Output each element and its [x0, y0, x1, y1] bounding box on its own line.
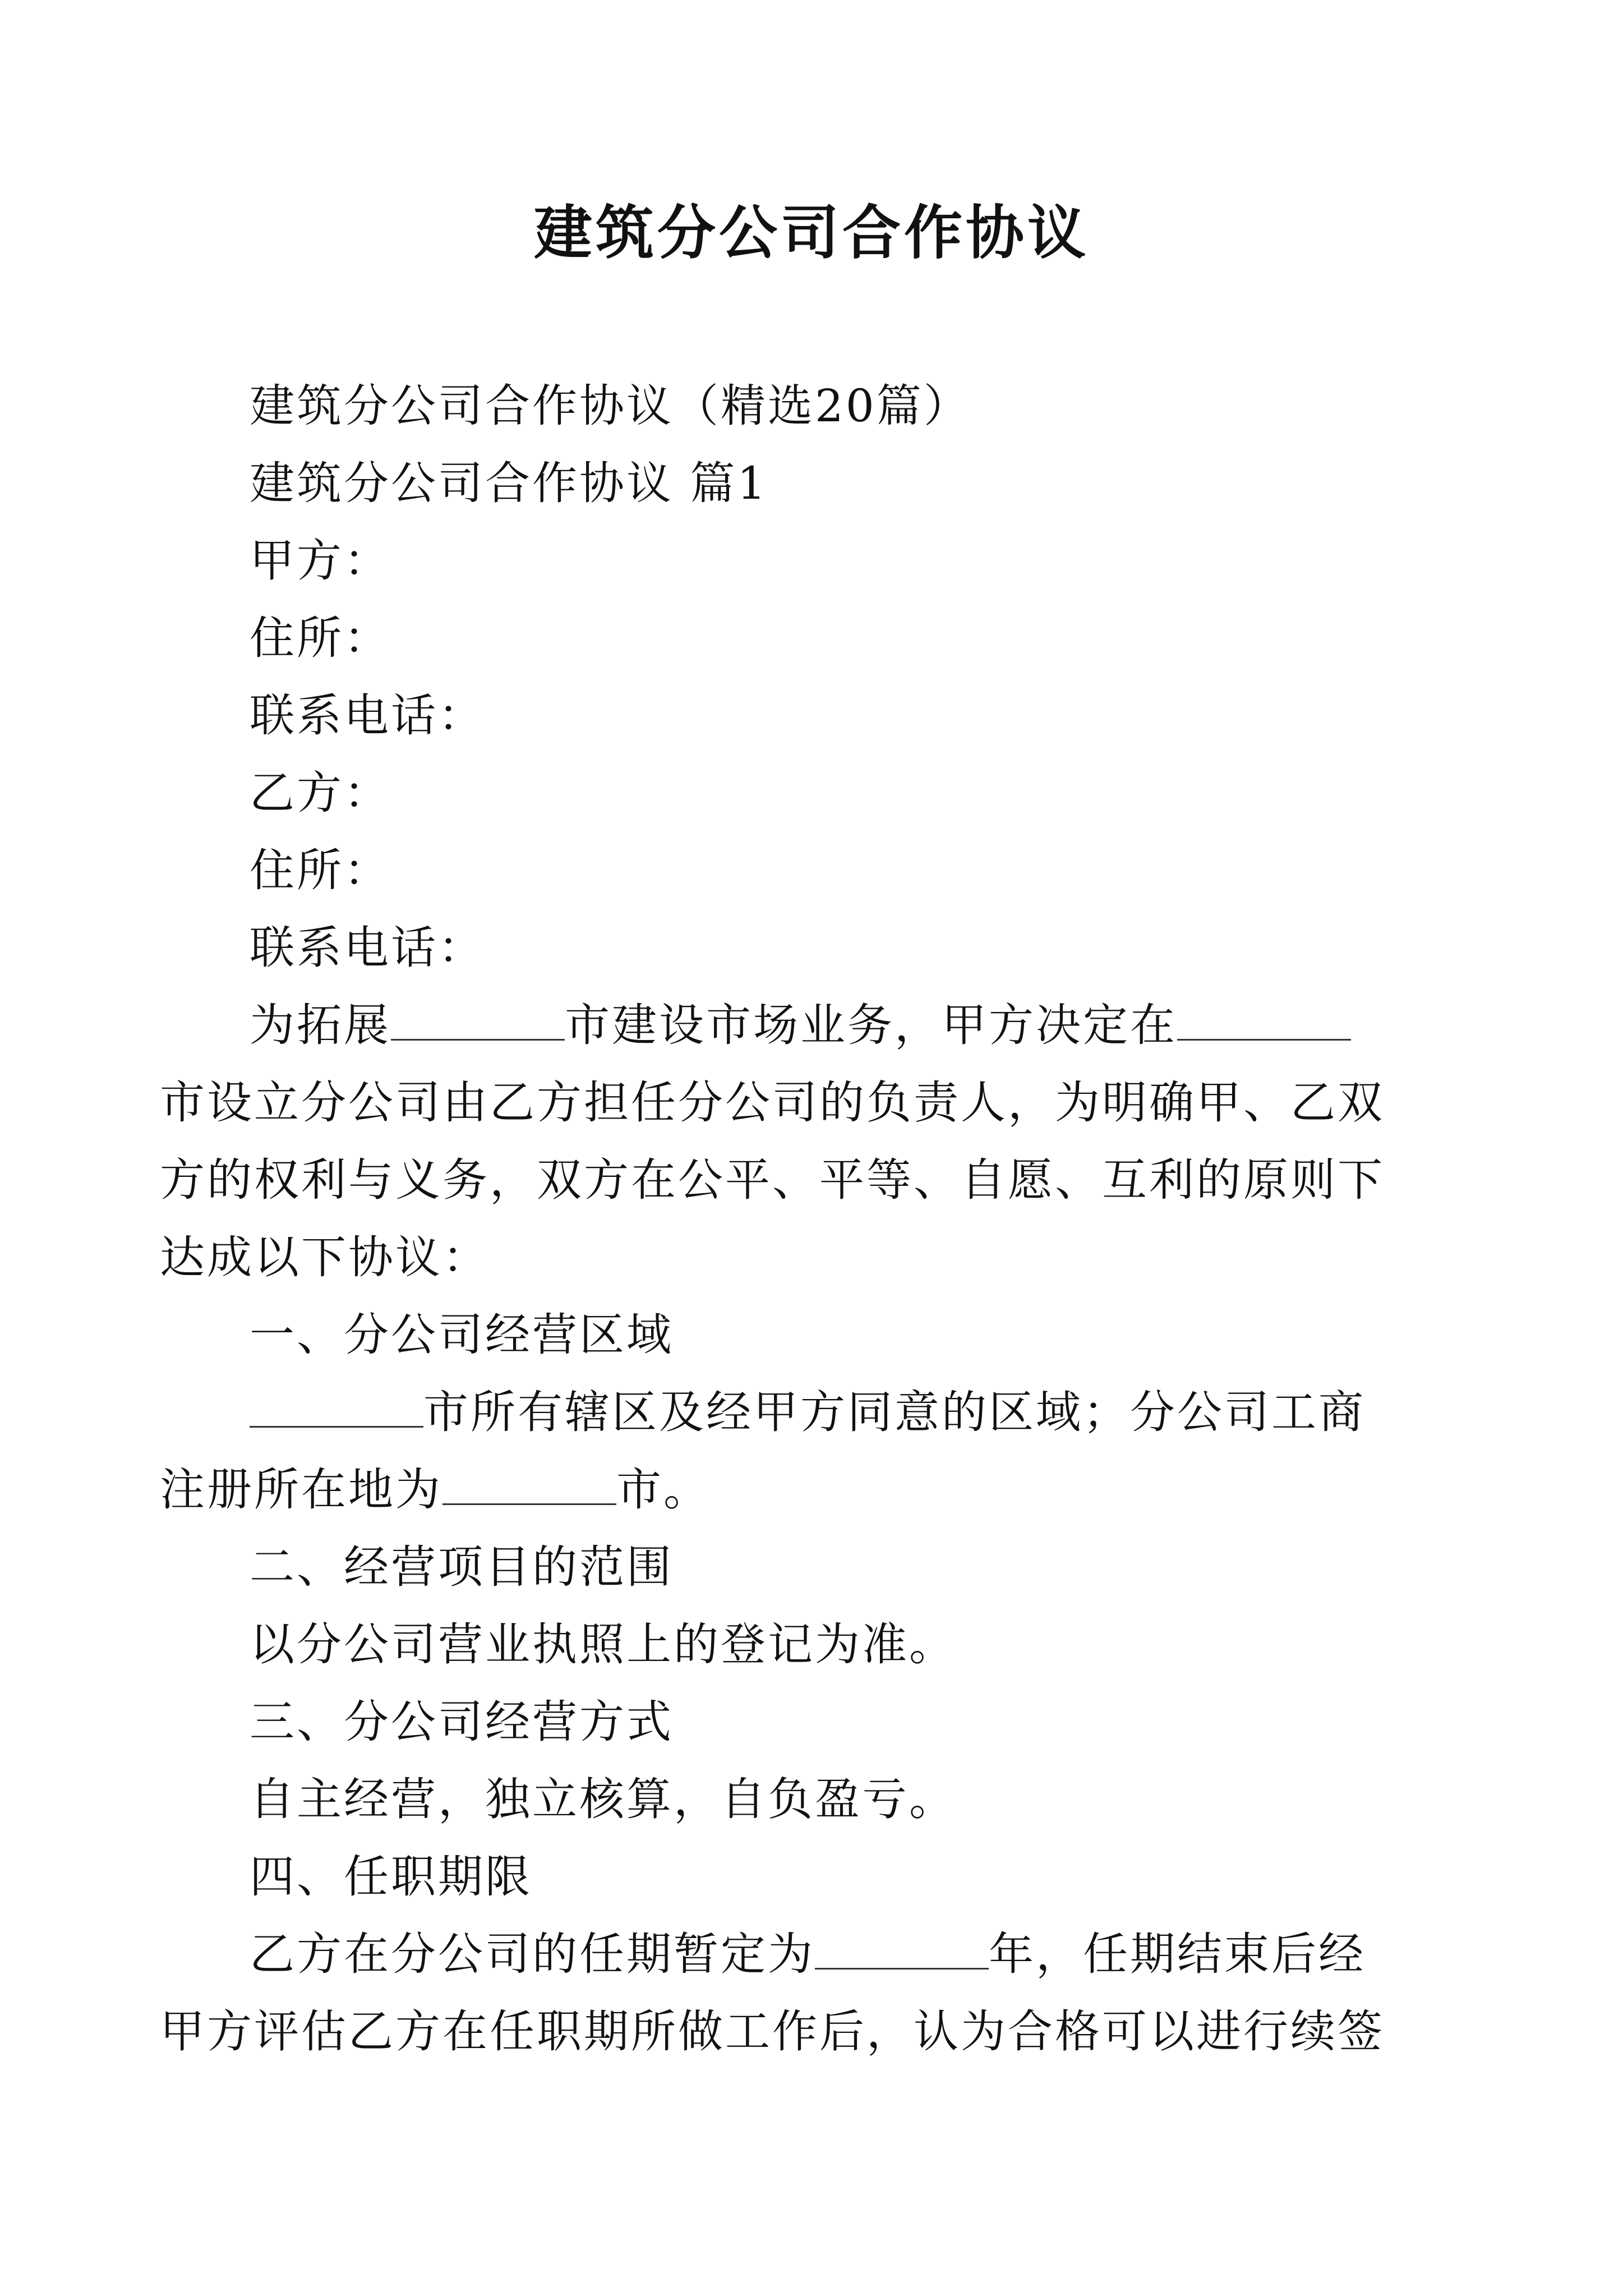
party-a-line: 甲方：: [250, 535, 391, 587]
region-text: 市所有辖区及经甲方同意的区域；分公司工商: [423, 1386, 1366, 1438]
document-title: 建筑分公司合作协议: [533, 198, 1089, 267]
term-paragraph-line-2: 甲方评估乙方在任职期所做工作后，认为合格可以进行续签: [160, 2005, 1385, 2058]
fill-in-blank: [391, 1000, 565, 1041]
heading-business-scope: 二、经营项目的范围: [250, 1541, 674, 1593]
intro-paragraph-line-3: 方的权利与义务，双方在公平、平等、自愿、互利的原则下: [160, 1154, 1385, 1206]
scope-paragraph: 以分公司营业执照上的登记为准。: [250, 1618, 956, 1671]
region-paragraph-line-2: [160, 1451, 1388, 1529]
fill-in-blank: [1177, 1000, 1351, 1041]
party-b-address-line: 住所：: [250, 844, 391, 896]
heading-term: 四、任职期限: [250, 1851, 532, 1903]
region-paragraph-line-1: [250, 1374, 1388, 1451]
fill-in-blank: [250, 1387, 423, 1428]
term-text-a: 乙方在分公司的任期暂定为: [250, 1928, 815, 1980]
region-text-b: 市。: [616, 1464, 711, 1516]
fill-in-blank: [442, 1464, 616, 1505]
section-heading-line: 建筑分公司合作协议 篇1: [250, 457, 768, 509]
subtitle-line: 建筑分公司合作协议（精选20篇）: [250, 380, 971, 432]
heading-operating-mode: 三、分公司经营方式: [250, 1696, 674, 1748]
intro-paragraph-line-1: [250, 987, 1388, 1064]
intro-paragraph-line-2: 市设立分公司由乙方担任分公司的负责人，为明确甲、乙双: [160, 1076, 1385, 1129]
party-b-phone-line: 联系电话：: [250, 922, 485, 974]
fill-in-blank: [815, 1929, 989, 1970]
party-a-address-line: 住所：: [250, 612, 391, 664]
heading-operating-region: 一、分公司经营区域: [250, 1309, 674, 1361]
party-b-line: 乙方：: [250, 767, 391, 819]
term-paragraph-line-1: [250, 1916, 1388, 1993]
intro-text-a: 为拓展: [250, 999, 391, 1051]
party-a-phone-line: 联系电话：: [250, 689, 485, 742]
intro-paragraph-line-4: 达成以下协议：: [160, 1231, 490, 1283]
mode-paragraph: 自主经营，独立核算，自负盈亏。: [250, 1773, 956, 1825]
term-text-b: 年，任期结束后经: [989, 1928, 1366, 1980]
document-body: [160, 367, 1388, 2070]
region-text-a: 注册所在地为: [160, 1464, 442, 1516]
intro-text-b: 市建设市场业务，甲方决定在: [565, 999, 1177, 1051]
